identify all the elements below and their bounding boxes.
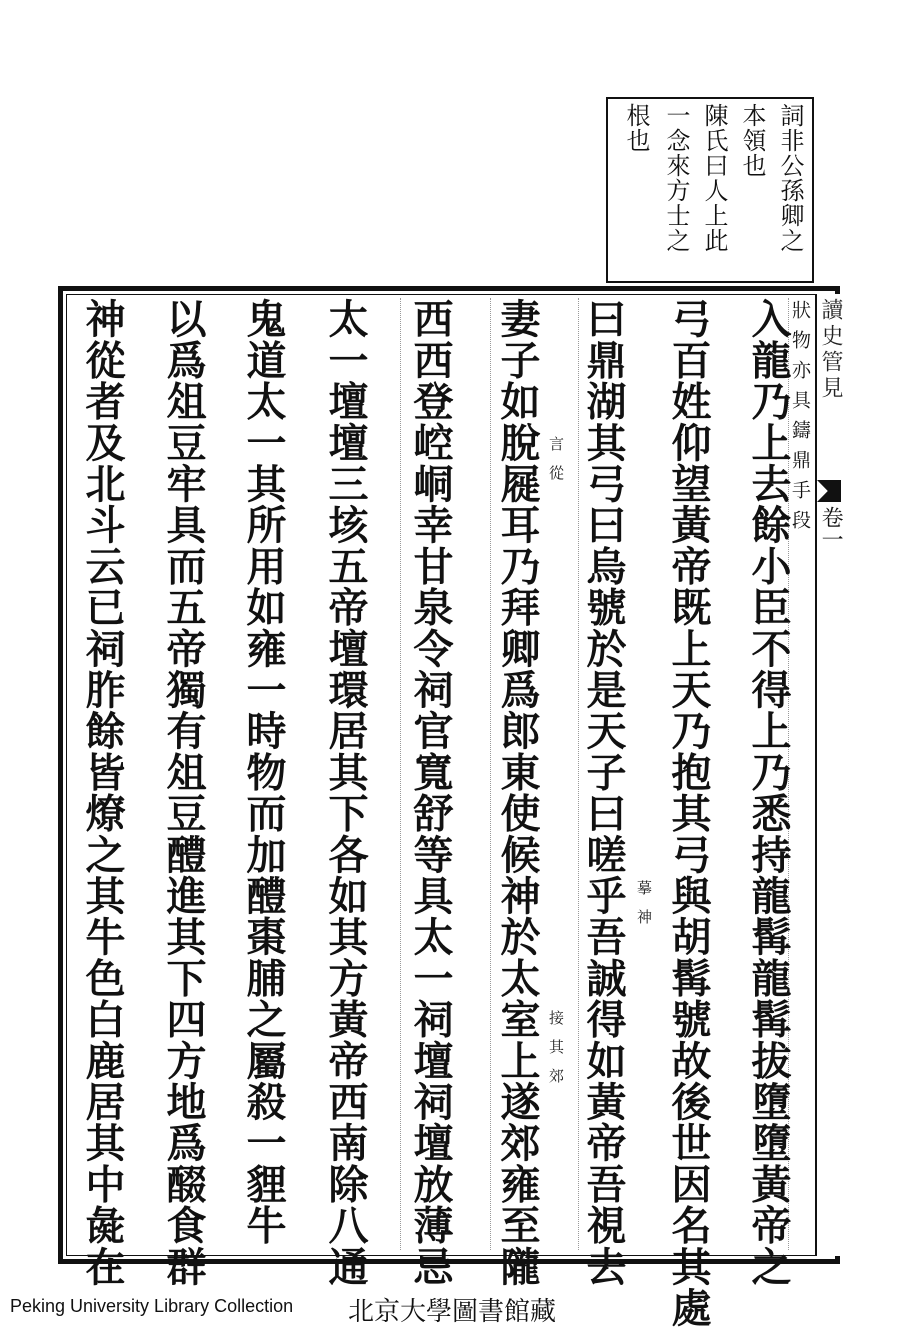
column-rule: [578, 298, 579, 1250]
gloss-annotation: 接其郊: [547, 1010, 565, 1097]
text-column: 以爲俎豆牢具而五帝獨有俎豆醴進其下四方地爲醊食群: [160, 298, 207, 1287]
column-rule: [400, 298, 401, 1250]
text-column: 妻子如脫屣耳乃拜卿爲郎東使候神於太室上遂郊雍至隴: [494, 298, 541, 1287]
text-column: 曰鼎湖其弓曰烏號於是天子曰嗟乎吾誠得如黃帝吾視去: [580, 298, 627, 1287]
column-rule: [490, 298, 491, 1250]
text-column: 太一壇壇三垓五帝壇環居其下各如其方黃帝西南除八通: [322, 298, 369, 1287]
text-column: 鬼道太一其所用如雍一時物而加醴棗脯之屬殺一貍牛: [240, 298, 287, 1246]
gutter-title: 讀史管見: [818, 298, 843, 402]
library-credit-cn: 北京大學圖書館藏: [348, 1297, 557, 1327]
gloss-annotation: 言從: [547, 436, 565, 494]
marginal-note-box: [606, 97, 814, 283]
fishtail-mark-icon: [817, 480, 841, 502]
text-column: 神從者及北斗云已祠胙餘皆燎之其牛色白鹿居其中彘在: [79, 298, 126, 1287]
note-column: 陳氏曰人上此: [700, 103, 728, 253]
gloss-annotation: 摹神: [635, 880, 653, 938]
library-credit-en: Peking University Library Collection: [10, 1296, 294, 1316]
text-column: 西西登崆峒幸甘泉令祠官寬舒等具太一祠壇祠壇放薄忌: [407, 298, 454, 1287]
note-column: 本領也: [738, 103, 766, 178]
note-column: 根也: [622, 103, 650, 153]
text-column: 入龍乃上去餘小臣不得上乃悉持龍髯龍髯拔墮墮黃帝之: [745, 298, 792, 1287]
interlinear-commentary: 狀物亦具鑄鼎手段: [789, 300, 811, 540]
text-column: 弓百姓仰望黃帝既上天乃抱其弓與胡髯號故後世因名其處: [665, 298, 712, 1328]
note-column: 一念來方士之: [662, 103, 690, 253]
gutter-volume-label: 卷一: [818, 506, 844, 550]
note-column: 詞非公孫卿之: [776, 103, 804, 253]
block-center-gutter: [815, 294, 844, 1256]
